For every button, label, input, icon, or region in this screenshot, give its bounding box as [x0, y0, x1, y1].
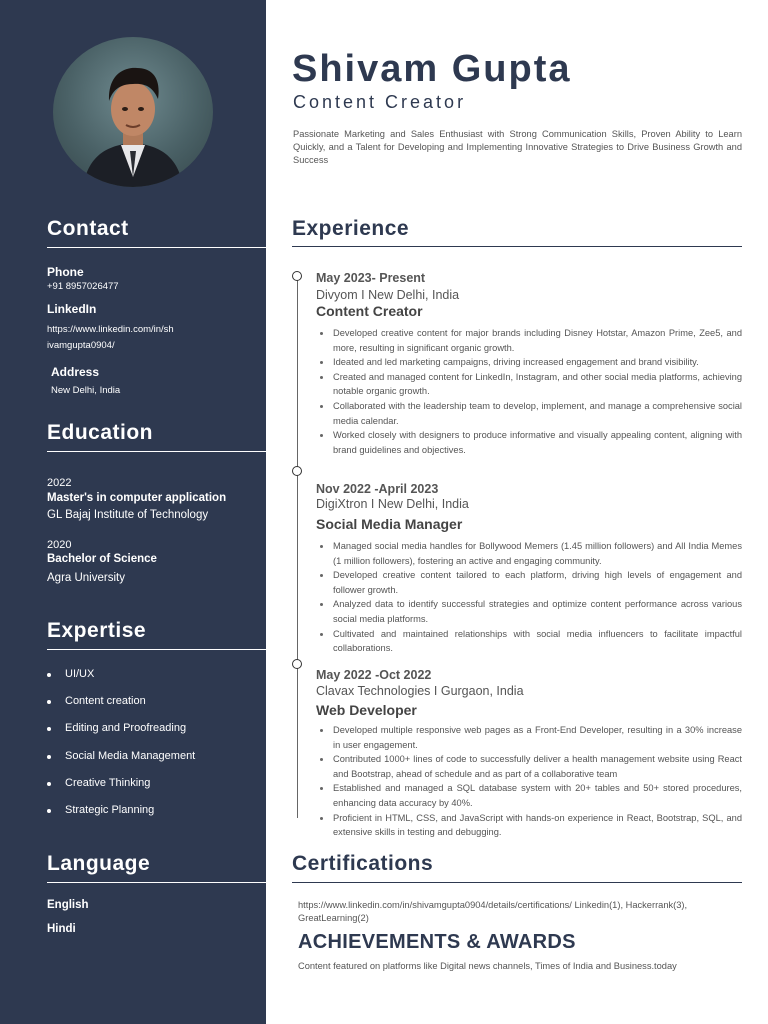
job-title: Social Media Manager — [316, 516, 463, 532]
phone-label: Phone — [47, 265, 84, 279]
phone-value[interactable]: +91 8957026477 — [47, 281, 119, 292]
language-divider — [47, 882, 266, 883]
job-company: Divyom I New Delhi, India — [316, 288, 460, 302]
contact-divider — [47, 247, 266, 248]
sidebar — [0, 0, 266, 1024]
person-name: Shivam Gupta — [292, 48, 572, 90]
education-degree: Bachelor of Science — [47, 553, 157, 565]
profile-photo-illustration — [53, 37, 213, 187]
job-bullet: Collaborated with the leadership team to develop, implement, and manage a comprehensive social media calendar. — [316, 399, 742, 428]
profile-summary: Passionate Marketing and Sales Enthusiast with Strong Communication Skills, Proven Ability to Learn Quickly, and a Talent for Developing and Implementing Innovative Strategies to Drive Business Growth and Success — [293, 129, 742, 165]
education-school: Agra University — [47, 572, 125, 584]
linkedin-url-line2: ivamgupta0904/ — [47, 340, 115, 351]
person-role: Content Creator — [293, 92, 467, 112]
expertise-heading: Expertise — [47, 619, 147, 642]
job-bullet: Cultivated and maintained relationships with social media influencers to facilitate impactful collaborations. — [316, 627, 742, 656]
job-title: Content Creator — [316, 303, 423, 319]
expertise-item: Creative Thinking — [47, 774, 195, 801]
address-value: New Delhi, India — [51, 385, 121, 396]
education-school: GL Bajaj Institute of Technology — [47, 509, 209, 521]
job-bullet: Developed creative content tailored to each platform, driving high levels of engagement and follower growth. — [316, 568, 742, 597]
education-degree: Master's in computer application — [47, 492, 227, 504]
certifications-text: https://www.linkedin.com/in/shivamgupta0904/details/certifications/ Linkedin(1), Hackerrank(3), GreatLearning(2) — [298, 900, 688, 923]
timeline-line — [297, 278, 298, 818]
timeline-dot — [292, 271, 302, 281]
timeline-dot — [292, 466, 302, 476]
job-bullet: Developed multiple responsive web pages as a Front-End Developer, resulting in a 30% increase in user engagement. — [316, 723, 742, 752]
job-bullet: Ideated and led marketing campaigns, driving increased engagement and brand visibility. — [316, 355, 742, 370]
job-date: May 2022 -Oct 2022 — [316, 668, 432, 682]
language-heading: Language — [47, 852, 151, 875]
job-bullets — [316, 539, 742, 656]
expertise-list — [47, 665, 195, 828]
education-heading: Education — [47, 421, 154, 444]
achievements-heading: ACHIEVEMENTS & AWARDS — [298, 931, 576, 953]
experience-heading: Experience — [292, 217, 410, 240]
job-bullet: Proficient in HTML, CSS, and JavaScript with hands-on experience in React, Bootstrap, SQL, and extensive skills in testing and debugging. — [316, 811, 742, 840]
job-date: May 2023- Present — [316, 271, 426, 285]
achievements-text: Content featured on platforms like Digital news channels, Times of India and Business.today — [298, 961, 677, 971]
education-year: 2022 — [47, 477, 72, 489]
expertise-divider — [47, 649, 266, 650]
language-item: English — [47, 899, 89, 911]
job-title: Web Developer — [316, 702, 417, 718]
job-company: Clavax Technologies I Gurgaon, India — [316, 684, 524, 698]
address-label: Address — [51, 365, 100, 379]
experience-divider — [292, 246, 742, 247]
job-bullet: Worked closely with designers to produce informative and visually appealing content, aligning with brand guidelines and objectives. — [316, 428, 742, 457]
expertise-item: Content creation — [47, 692, 195, 719]
language-item: Hindi — [47, 923, 76, 935]
job-bullet: Analyzed data to identify successful strategies and optimize content performance across various social media platforms. — [316, 597, 742, 626]
job-bullet: Established and managed a SQL database system with 20+ tables and 50+ stored procedures, enhancing data accuracy by 40%. — [316, 781, 742, 810]
job-date: Nov 2022 -April 2023 — [316, 482, 439, 496]
education-year: 2020 — [47, 539, 72, 551]
expertise-item: UI/UX — [47, 665, 195, 692]
linkedin-label: LinkedIn — [47, 302, 97, 316]
education-divider — [47, 451, 266, 452]
job-bullet: Managed social media handles for Bollywood Memers (1.45 million followers) and All India Memes (1 million followers), fostering an active and engaging community. — [316, 539, 742, 568]
job-bullet: Developed creative content for major brands including Disney Hotstar, Amazon Prime, Zee5, and more, resulting in significant organic growth. — [316, 326, 742, 355]
job-company: DigiXtron I New Delhi, India — [316, 497, 469, 511]
contact-heading: Contact — [47, 217, 129, 240]
job-bullets — [316, 326, 742, 457]
linkedin-url[interactable] — [47, 322, 174, 354]
expertise-item: Strategic Planning — [47, 801, 195, 828]
expertise-item: Social Media Management — [47, 747, 195, 774]
job-bullet: Contributed 1000+ lines of code to successfully deliver a health management website using React and Bootstrap, ahead of schedule and as part of a collaborative team — [316, 752, 742, 781]
job-bullet: Created and managed content for LinkedIn, Instagram, and other social media platforms, achieving notable organic growth. — [316, 370, 742, 399]
certifications-heading: Certifications — [292, 852, 434, 875]
timeline-dot — [292, 659, 302, 669]
linkedin-url-line1: https://www.linkedin.com/in/sh — [47, 324, 174, 335]
certifications-divider — [292, 882, 742, 883]
expertise-item: Editing and Proofreading — [47, 719, 195, 746]
profile-photo — [53, 37, 213, 187]
job-bullets — [316, 723, 742, 840]
